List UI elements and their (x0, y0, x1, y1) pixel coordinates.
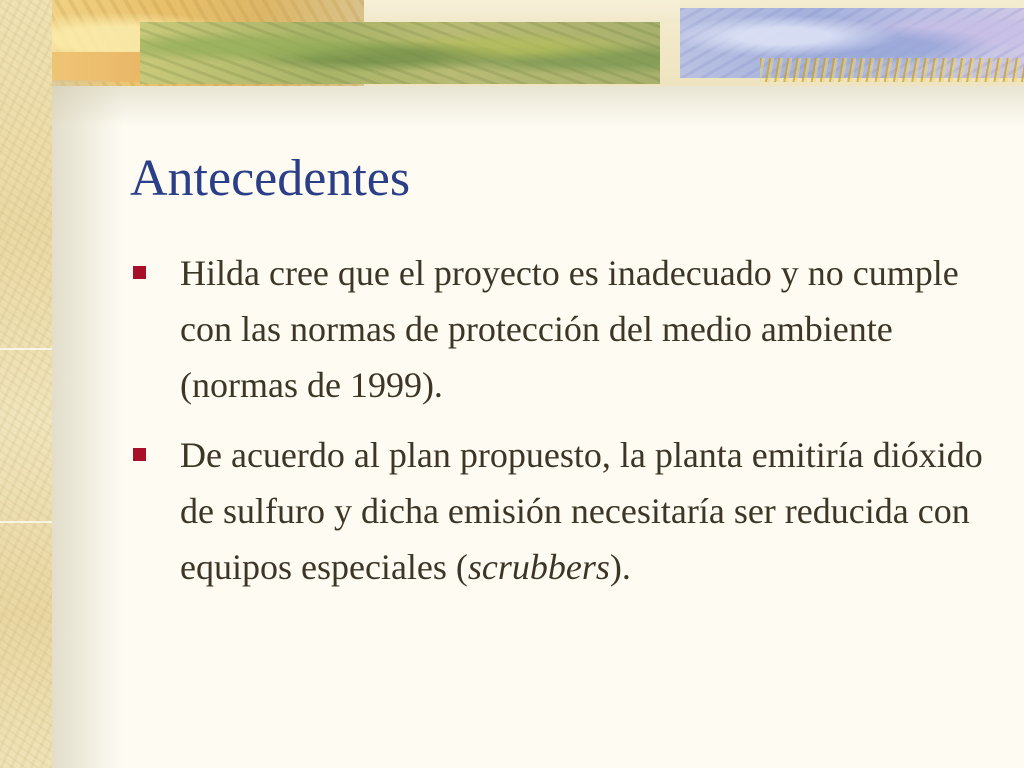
bullet-item (130, 245, 990, 413)
bullet-text: Hilda cree que el proyecto es inadecuado y no cumple con las normas de protección del medio ambiente (normas de 1999). (180, 253, 959, 405)
bullet-text-italic: scrubbers (467, 547, 610, 587)
slide-title: Antecedentes (130, 150, 411, 207)
bullet-list (130, 245, 990, 609)
banner-gold-grass-image (760, 58, 1024, 82)
left-strip-shadow (52, 80, 122, 768)
bullet-item (130, 427, 990, 595)
top-banner-shadow (52, 86, 1024, 126)
square-bullet-icon (133, 266, 146, 279)
banner-cream-strip (364, 0, 680, 22)
banner-foliage-image (140, 22, 660, 84)
left-parchment-strip (0, 0, 52, 768)
square-bullet-icon (133, 448, 146, 461)
bullet-text (180, 427, 990, 595)
bullet-text-end: ). (609, 547, 631, 587)
bullet-text-main: De acuerdo al plan propuesto, la planta emitiría dióxido de sulfuro y dicha emisión necesitaría ser reducida con equipos especiales ( (180, 435, 983, 587)
